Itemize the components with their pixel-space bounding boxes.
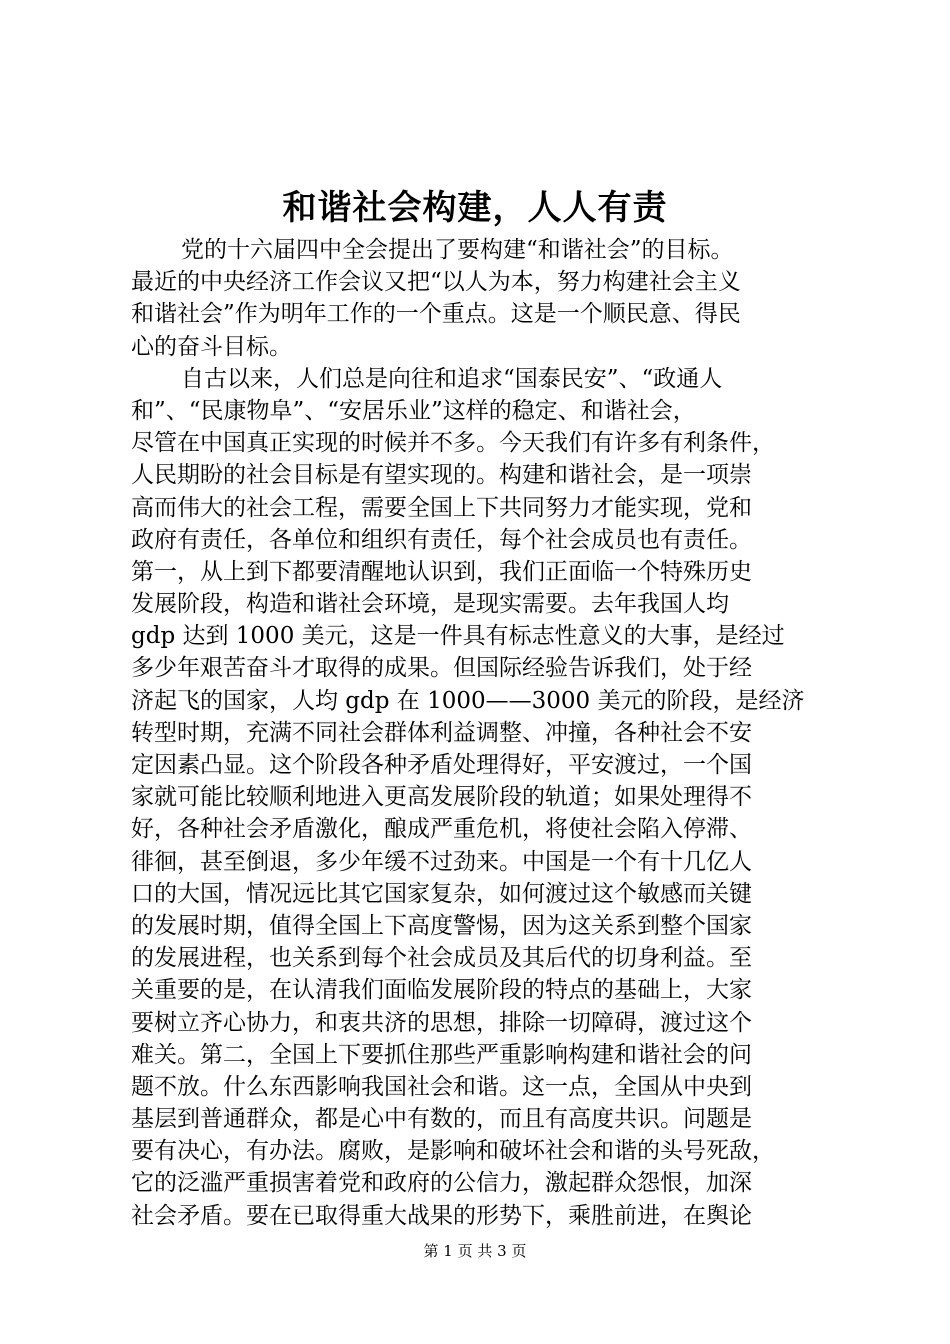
text-line: 的发展时期，值得全国上下高度警惕，因为这关系到整个国家 [131,912,752,939]
text-line: 要有决心，有办法。腐败，是影响和破坏社会和谐的头号死敌， [131,1138,775,1165]
text-line: 难关。第二，全国上下要抓住那些严重影响构建和谐社会的问 [131,1041,752,1068]
text-line: 人民期盼的社会目标是有望实现的。构建和谐社会，是一项崇 [131,462,752,489]
text-line: 政府有责任，各单位和组织有责任，每个社会成员也有责任。 [131,526,752,553]
text-line: 高而伟大的社会工程，需要全国上下共同努力才能实现，党和 [131,494,752,521]
text-line: 心的奋斗目标。 [131,333,292,360]
text-line: 党的十六届四中全会提出了要构建“和谐社会”的目标。 [181,237,734,263]
document-title: 和谐社会构建，人人有责 [282,188,668,228]
text-line: 要树立齐心协力，和衷共济的思想，排除一切障碍，渡过这个 [131,1009,752,1036]
text-line: gdp 达到 1000 美元，这是一件具有标志性意义的大事，是经过 [131,623,785,650]
text-line: 家就可能比较顺利地进入更高发展阶段的轨道；如果处理得不 [131,784,752,811]
text-line: 定因素凸显。这个阶段各种矛盾处理得好，平安渡过，一个国 [131,752,752,778]
text-line: 发展阶段，构造和谐社会环境，是现实需要。去年我国人均 [131,591,729,618]
page-number-footer: 第 1 页 共 3 页 [423,1242,527,1260]
text-line: 自古以来，人们总是向往和追求“国泰民安”、“政通人 [181,365,723,392]
text-line: 徘徊，甚至倒退，多少年缓不过劲来。中国是一个有十几亿人 [131,848,752,875]
text-line: 最近的中央经济工作会议又把“以人为本，努力构建社会主义 [131,269,741,296]
text-line: 济起飞的国家，人均 gdp 在 1000——3000 美元的阶段，是经济 [131,687,805,714]
text-line: 它的泛滥严重损害着党和政府的公信力，激起群众怨恨，加深 [131,1170,752,1197]
text-line: 多少年艰苦奋斗才取得的成果。但国际经验告诉我们，处于经 [131,655,752,682]
text-line: 口的大国，情况远比其它国家复杂，如何渡过这个敏感而关键 [131,880,752,907]
text-line: 基层到普通群众，都是心中有数的，而且有高度共识。问题是 [131,1106,752,1133]
text-line: 第一，从上到下都要清醒地认识到，我们正面临一个特殊历史 [131,558,752,585]
text-line: 题不放。什么东西影响我国社会和谐。这一点，全国从中央到 [131,1073,752,1100]
text-line: 的发展进程，也关系到每个社会成员及其后代的切身利益。至 [131,945,752,972]
text-line: 关重要的是，在认清我们面临发展阶段的特点的基础上，大家 [131,977,752,1004]
text-line: 好，各种社会矛盾激化，酿成严重危机，将使社会陷入停滞、 [131,816,752,843]
text-line: 社会矛盾。要在已取得重大战果的形势下，乘胜前进，在舆论 [131,1202,752,1229]
document-body [131,234,831,1232]
text-line: 尽管在中国真正实现的时候并不多。今天我们有许多有利条件， [131,430,775,457]
text-line: 和谐社会”作为明年工作的一个重点。这是一个顺民意、得民 [131,301,741,328]
text-line: 转型时期，充满不同社会群体利益调整、冲撞，各种社会不安 [131,719,752,746]
text-line: 和”、“民康物阜”、“安居乐业”这样的稳定、和谐社会， [131,397,696,424]
